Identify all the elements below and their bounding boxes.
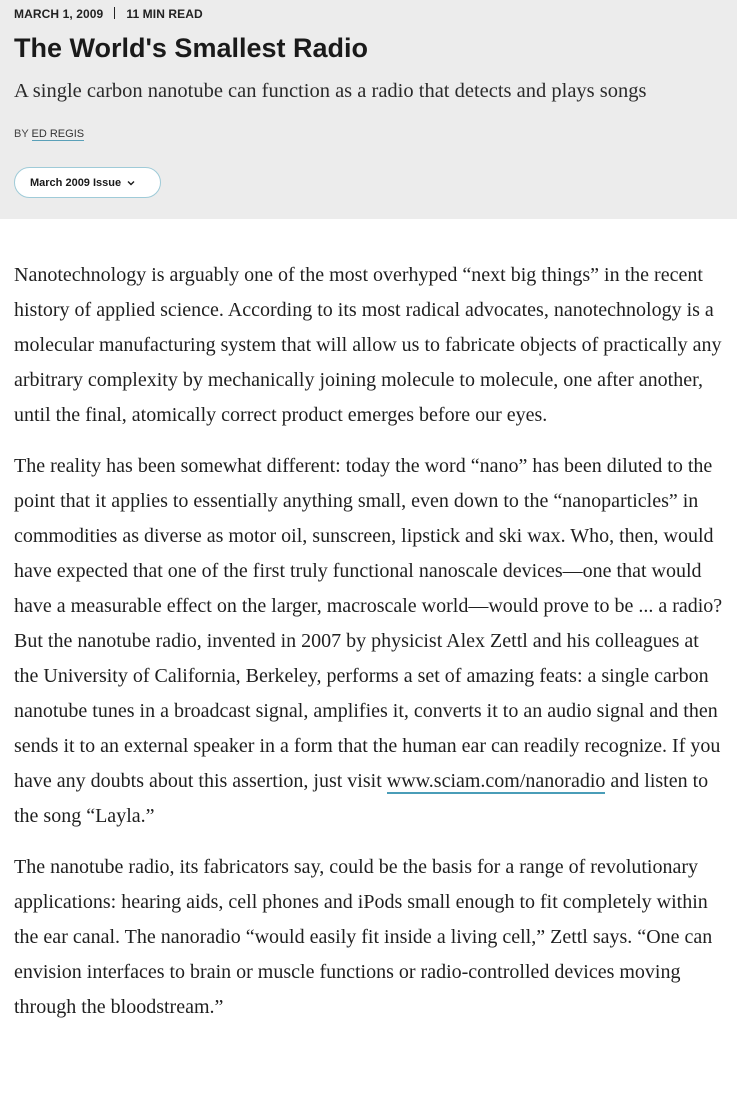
meta-divider bbox=[114, 7, 115, 19]
article-subtitle: A single carbon nanotube can function as a radio that detects and plays songs bbox=[14, 80, 647, 102]
article-body bbox=[14, 258, 724, 1041]
chevron-down-icon bbox=[127, 179, 135, 187]
byline bbox=[14, 126, 84, 142]
read-time: 11 MIN READ bbox=[126, 7, 203, 21]
byline-prefix: BY bbox=[14, 128, 32, 140]
paragraph-2-text-after: and listen to the song “Layla.” bbox=[14, 770, 709, 827]
nanoradio-link[interactable]: www.sciam.com/nanoradio bbox=[386, 770, 606, 792]
publish-date: MARCH 1, 2009 bbox=[14, 7, 104, 21]
paragraph-1: Nanotechnology is arguably one of the most overhyped “next big things” in the recent history of applied science. According to its most radical advocates, nanotechnology is a molecular manufacturing system that will allow us to fabricate objects of practically any arbitrary complexity by mechanically joining molecule to molecule, one after another, until the final, atomically correct product emerges before our eyes. bbox=[14, 264, 722, 426]
issue-dropdown-button[interactable] bbox=[14, 167, 161, 198]
article-header bbox=[0, 0, 737, 219]
article-meta bbox=[14, 6, 203, 22]
article-title: The World's Smallest Radio bbox=[14, 33, 368, 63]
paragraph-2 bbox=[14, 449, 724, 834]
author-link[interactable]: ED REGIS bbox=[31, 128, 85, 140]
paragraph-2-text-before: The reality has been somewhat different: today the word “nano” has been diluted to the point that it applies to essentially anything small, even down to the “nanoparticles” in commodities as diverse as motor oil, sunscreen, lipstick and ski wax. Who, then, would have expected that one of the first truly functional nanoscale devices—one that would have a measurable effect on the larger, macroscale world—would prove to be ... a radio? But the nanotube radio, invented in 2007 by physicist Alex Zettl and his colleagues at the University of California, Berkeley, performs a set of amazing feats: a single carbon nanotube tunes in a broadcast signal, amplifies it, converts it to an audio signal and then sends it to an external speaker in a form that the human ear can readily recognize. If you have any doubts about this assertion, just visit bbox=[14, 455, 723, 792]
issue-label: March 2009 Issue bbox=[30, 176, 122, 189]
paragraph-3: The nanotube radio, its fabricators say, could be the basis for a range of revolutionary applications: hearing aids, cell phones and iPods small enough to fit completely within the ear canal. The nanoradio “would easily fit inside a living cell,” Zettl says. “One can envision interfaces to brain or muscle functions or radio-controlled devices moving through the bloodstream.” bbox=[14, 856, 713, 1018]
